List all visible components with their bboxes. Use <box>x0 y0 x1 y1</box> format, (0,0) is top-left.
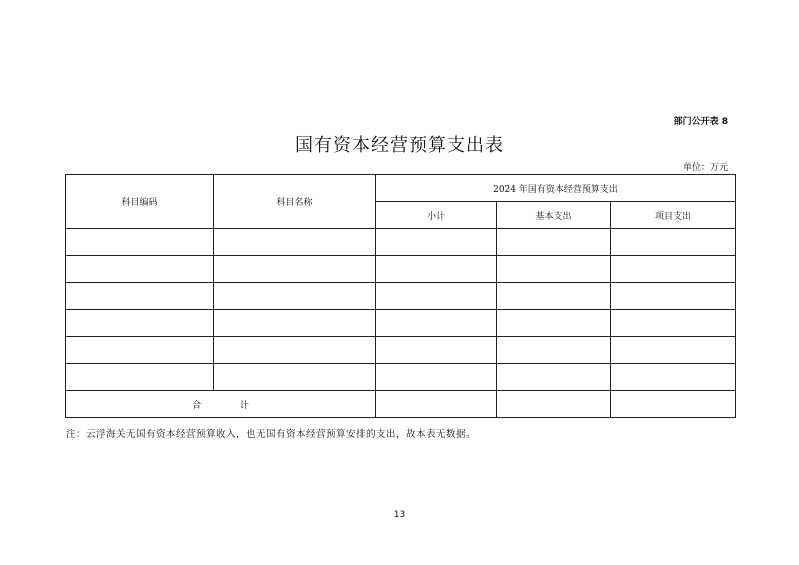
table-cell <box>376 310 497 337</box>
table-row <box>66 337 736 364</box>
table-cell <box>376 229 497 256</box>
form-id: 部门公开表 8 <box>673 117 728 127</box>
table-cell <box>611 283 736 310</box>
table-row <box>66 256 736 283</box>
page-title: 国有资本经营预算支出表 <box>295 135 504 156</box>
table-cell <box>611 310 736 337</box>
total-basic-cell <box>497 391 611 418</box>
table-cell <box>376 256 497 283</box>
table-cell <box>497 337 611 364</box>
table-cell <box>497 283 611 310</box>
header-subtotal: 小计 <box>376 202 497 229</box>
header-subject-code: 科目编码 <box>66 175 214 229</box>
table-cell <box>214 337 376 364</box>
footnote: 注：云浮海关无国有资本经营预算收入，也无国有资本经营预算安排的支出，故本表无数据。 <box>66 429 477 440</box>
total-label: 合 计 <box>66 391 376 418</box>
header-project-expenditure: 项目支出 <box>611 202 736 229</box>
table-cell <box>497 364 611 391</box>
table-cell <box>66 229 214 256</box>
table-cell <box>611 256 736 283</box>
table-cell <box>66 310 214 337</box>
table-row <box>66 310 736 337</box>
header-expenditure-group: 2024 年国有资本经营预算支出 <box>376 175 736 202</box>
table-cell <box>376 283 497 310</box>
table-cell <box>214 364 376 391</box>
table-cell <box>611 229 736 256</box>
table-cell <box>497 256 611 283</box>
table-cell <box>66 256 214 283</box>
table-cell <box>214 310 376 337</box>
table-cell <box>497 310 611 337</box>
table-row <box>66 229 736 256</box>
table-cell <box>214 256 376 283</box>
unit-label: 单位：万元 <box>682 163 728 173</box>
page-number: 13 <box>393 510 406 520</box>
table-cell <box>66 283 214 310</box>
table-row <box>66 364 736 391</box>
table-cell <box>214 283 376 310</box>
table-cell <box>497 229 611 256</box>
table-cell <box>376 364 497 391</box>
table-cell <box>66 364 214 391</box>
table-header-row <box>66 175 736 202</box>
table-cell <box>611 337 736 364</box>
table-cell <box>611 364 736 391</box>
total-project-cell <box>611 391 736 418</box>
table-cell <box>66 337 214 364</box>
header-basic-expenditure: 基本支出 <box>497 202 611 229</box>
header-subject-name: 科目名称 <box>214 175 376 229</box>
budget-table <box>65 174 736 418</box>
table-cell <box>214 229 376 256</box>
table-cell <box>376 337 497 364</box>
table-row <box>66 283 736 310</box>
total-subtotal-cell <box>376 391 497 418</box>
total-row <box>66 391 736 418</box>
